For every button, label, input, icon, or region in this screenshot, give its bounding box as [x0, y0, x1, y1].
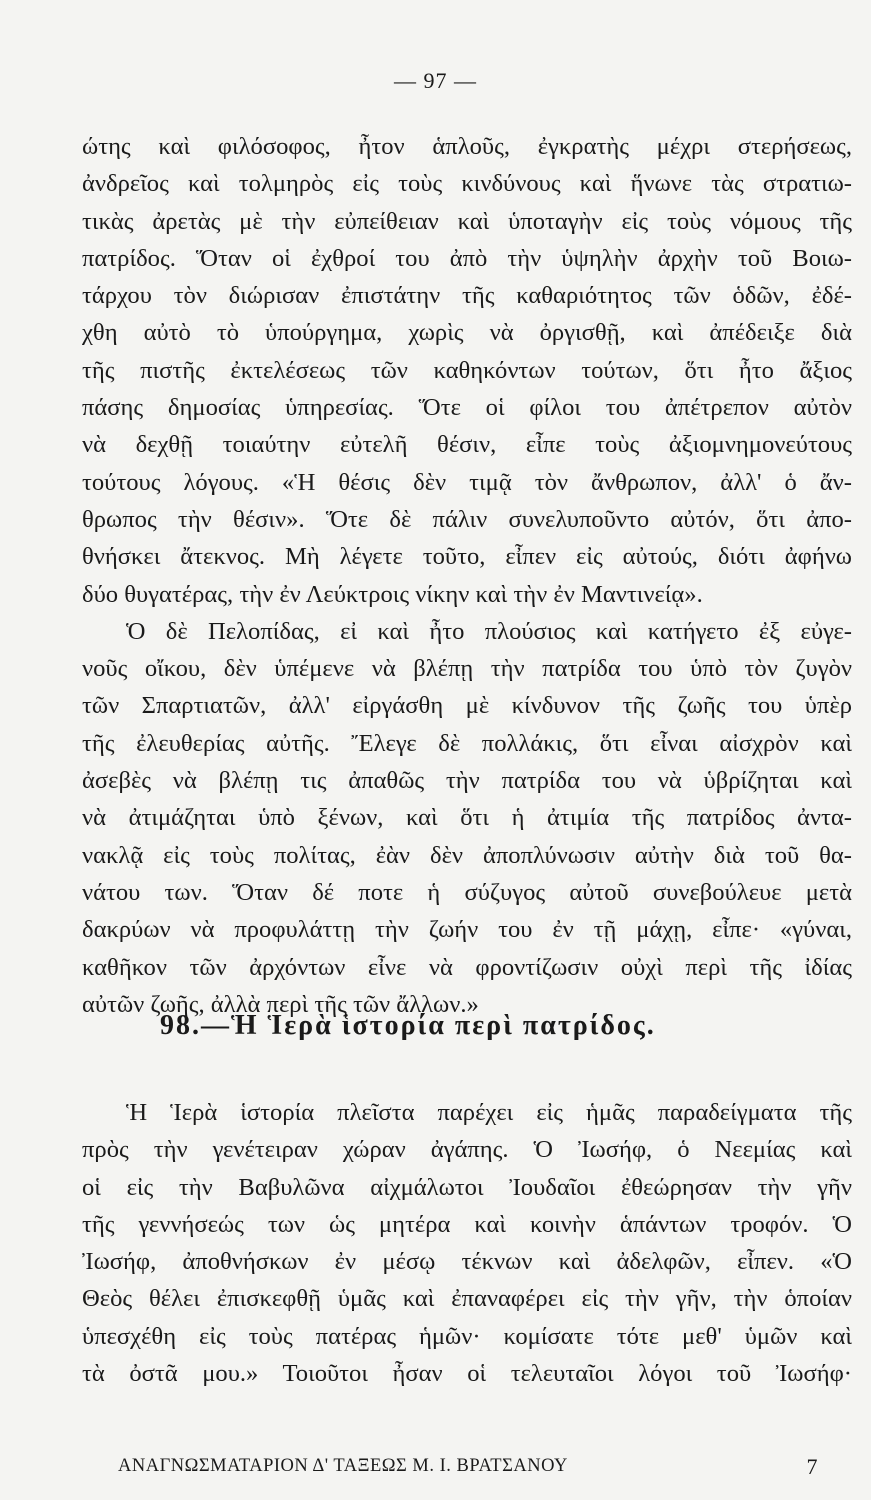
- signature-mark: 7: [806, 1454, 818, 1479]
- text-line: ἀνδρεῖος καὶ τολμηρὸς εἰς τοὺς κινδύνους καὶ ἥνωνε τὰς στρατιω-: [82, 170, 852, 198]
- text-line: νὰ δεχθῇ τοιαύτην εὐτελῆ θέσιν, εἶπε τοὺς ἀξιομνημονεύτους: [82, 431, 852, 459]
- section-heading: 98.—Ἡ Ἱερὰ ἱστορία περὶ πατρίδος.: [160, 1010, 656, 1041]
- text-line: τῆς πιστῆς ἐκτελέσεως τῶν καθηκόντων τούτων, ὅτι ἦτο ἄξιος: [82, 356, 852, 384]
- text-line: τικὰς ἀρετὰς μὲ τὴν εὐπείθειαν καὶ ὑποταγὴν εἰς τοὺς νόμους τῆς: [82, 207, 852, 235]
- text-line: δακρύων νὰ προφυλάττῃ τὴν ζωήν του ἐν τῇ μάχῃ, εἶπε· «γύναι,: [82, 916, 852, 944]
- text-line: νάτου των. Ὅταν δέ ποτε ἡ σύζυγος αὐτοῦ συνεβούλευε μετὰ: [82, 878, 852, 906]
- text-line: Θεὸς θέλει ἐπισκεφθῇ ὑμᾶς καὶ ἐπαναφέρει εἰς τὴν γῆν, τὴν ὁποίαν: [82, 1285, 852, 1313]
- text-line: τῶν Σπαρτιατῶν, ἀλλ' εἰργάσθη μὲ κίνδυνον τῆς ζωῆς του ὑπὲρ: [82, 692, 852, 720]
- text-line: Ἰωσήφ, ἀποθνήσκων ἐν μέσῳ τέκνων καὶ ἀδελφῶν, εἶπεν. «Ὁ: [82, 1248, 852, 1276]
- text-line: Ἡ Ἱερὰ ἱστορία πλεῖστα παρέχει εἰς ἡμᾶς παραδείγματα τῆς: [126, 1099, 852, 1126]
- text-line: χθη αὐτὸ τὸ ὑπούργημα, χωρὶς νὰ ὀργισθῇ, καὶ ἀπέδειξε διὰ: [82, 319, 852, 347]
- text-line: ὑπεσχέθη εἰς τοὺς πατέρας ἡμῶν· κομίσατε τότε μεθ' ὑμῶν καὶ: [82, 1322, 852, 1350]
- text-line: δύο θυγατέρας, τὴν ἐν Λεύκτροις νίκην καὶ τὴν ἐν Μαντινείᾳ».: [82, 580, 703, 608]
- text-line: θρωπος τὴν θέσιν». Ὅτε δὲ πάλιν συνελυποῦντο αὐτόν, ὅτι ἀπο-: [82, 505, 852, 533]
- text-line: νοῦς οἴκου, δὲν ὑπέμενε νὰ βλέπῃ τὴν πατρίδα του ὑπὸ τὸν ζυγὸν: [82, 655, 852, 683]
- text-line: οἱ εἰς τὴν Βαβυλῶνα αἰχμάλωτοι Ἰουδαῖοι ἐθεώρησαν τὴν γῆν: [82, 1173, 852, 1201]
- text-line: ώτης καὶ φιλόσοφος, ἦτον ἁπλοῦς, ἐγκρατὴς μέχρι στερήσεως,: [82, 133, 852, 160]
- text-line: ἀσεβὲς νὰ βλέπῃ τις ἀπαθῶς τὴν πατρίδα του νὰ ὑβρίζηται καὶ: [82, 767, 852, 795]
- text-line: τούτους λόγους. «Ἡ θέσις δὲν τιμᾷ τὸν ἄνθρωπον, ἀλλ' ὁ ἄν-: [82, 468, 852, 496]
- paragraph-sacred-history: [82, 1094, 852, 1392]
- text-line: πρὸς τὴν γενέτειραν χώραν ἀγάπης. Ὁ Ἰωσήφ, ὁ Νεεμίας καὶ: [82, 1136, 852, 1164]
- text-line: νὰ ἀτιμάζηται ὑπὸ ξένων, καὶ ὅτι ἡ ἀτιμία τῆς πατρίδος ἀντα-: [82, 804, 852, 832]
- text-line: νακλᾷ εἰς τοὺς πολίτας, ἐὰν δὲν ἀποπλύνωσιν αὐτὴν διὰ τοῦ θα-: [82, 841, 852, 869]
- text-line: Ὁ δὲ Πελοπίδας, εἰ καὶ ἦτο πλούσιος καὶ κατήγετο ἐξ εὐγε-: [126, 617, 852, 645]
- text-line: πάσης δημοσίας ὑπηρεσίας. Ὅτε οἱ φίλοι του ἀπέτρεπον αὐτὸν: [82, 394, 852, 422]
- text-line: πατρίδος. Ὅταν οἱ ἐχθροί του ἀπὸ τὴν ὑψηλὴν ἀρχὴν τοῦ Βοιω-: [82, 244, 852, 272]
- text-line: τῆς ἐλευθερίας αὐτῆς. Ἔλεγε δὲ πολλάκις, ὅτι εἶναι αἰσχρὸν καὶ: [82, 729, 852, 757]
- paragraph-epaminondas: [82, 128, 852, 1023]
- text-line: θνήσκει ἄτεκνος. Μὴ λέγετε τοῦτο, εἶπεν εἰς αὐτούς, διότι ἀφήνω: [82, 543, 852, 571]
- text-line: τάρχου τὸν διώρισαν ἐπιστάτην τῆς καθαριότητος τῶν ὁδῶν, ἐδέ-: [82, 282, 852, 310]
- text-line: αὐτῶν ζωῆς, ἀλλὰ περὶ τῆς τῶν ἄλλων.»: [82, 990, 479, 1018]
- page-footer: [118, 1456, 818, 1477]
- page-number: — 97 —: [394, 68, 477, 93]
- footer-title: ΑΝΑΓΝΩΣΜΑΤΑΡΙΟΝ Δ' ΤΑΞΕΩΣ Μ. Ι. ΒΡΑΤΣΑΝΟΥ: [118, 1456, 568, 1476]
- text-line: καθῆκον τῶν ἀρχόντων εἶνε νὰ φροντίζωσιν οὐχὶ περὶ τῆς ἰδίας: [82, 953, 852, 981]
- text-line: τὰ ὀστᾶ μου.» Τοιοῦτοι ἦσαν οἱ τελευταῖοι λόγοι τοῦ Ἰωσήφ·: [82, 1360, 852, 1388]
- text-line: τῆς γεννήσεώς των ὡς μητέρα καὶ κοινὴν ἁπάντων τροφόν. Ὁ: [82, 1210, 852, 1238]
